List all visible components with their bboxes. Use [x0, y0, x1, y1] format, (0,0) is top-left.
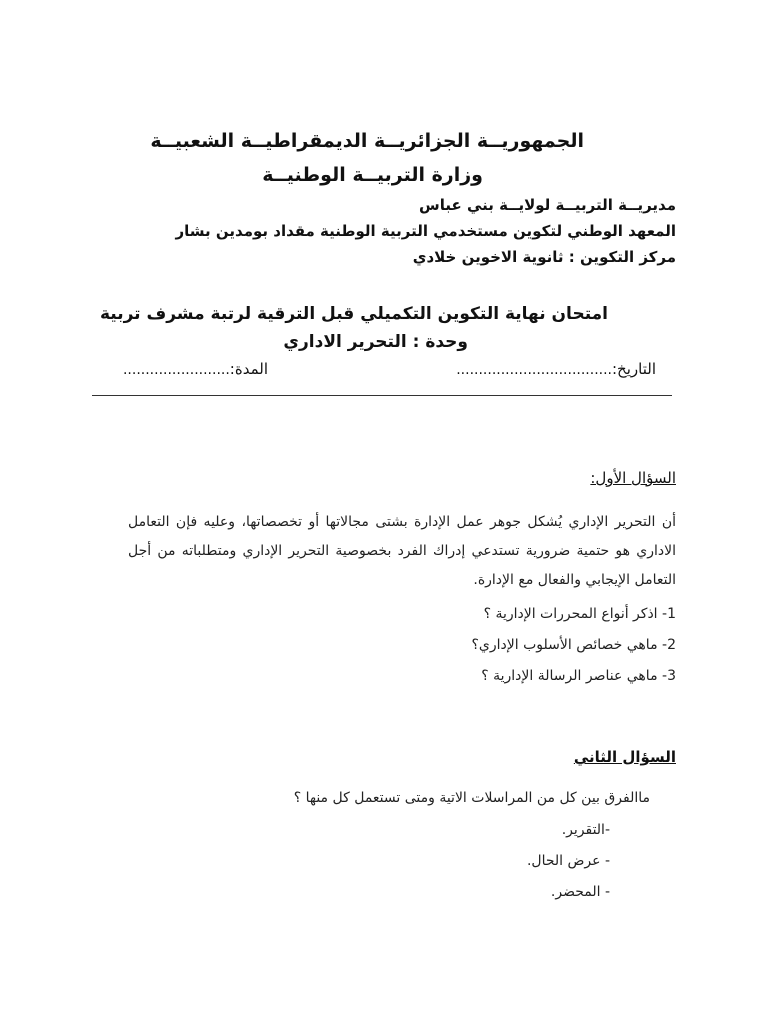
center-line: مركز التكوين : ثانوية الاخوين خلادي — [412, 248, 676, 266]
republic-title: الجمهوريــة الجزائريــة الديمقراطيــة الشعبيــة — [150, 130, 584, 152]
date-dots: ................................... — [456, 362, 612, 378]
duration-dots: ........................ — [122, 362, 230, 378]
question2-item-3: - المحضر. — [550, 884, 610, 900]
exam-unit: وحدة : التحرير الاداري — [283, 332, 468, 352]
question1-heading: السؤال الأول: — [590, 469, 676, 487]
date-field — [456, 360, 656, 378]
institute-line: المعهد الوطني لتكوين مستخدمي التربية الوطنية مقداد بومدين بشار — [175, 222, 676, 240]
header-divider — [92, 395, 672, 396]
question1-item-1: 1- اذكر أنواع المحررات الإدارية ؟ — [483, 606, 676, 622]
date-label: التاريخ: — [612, 360, 656, 378]
question1-item-2: 2- ماهي خصائص الأسلوب الإداري؟ — [471, 637, 676, 653]
duration-label: المدة: — [229, 360, 268, 378]
question1-paragraph: أن التحرير الإداري يُشكل جوهر عمل الإدارة بشتى مجالاتها أو تخصصاتها، وعليه فإن التعامل الاداري هو حتمية ضرورية تستدعي إدراك الفرد بخصوصية التحرير الإداري ومتطلباته من أجل التعامل الإيجابي والفعال مع الإدارة. — [128, 514, 676, 588]
directorate-line: مديريــة التربيــة لولايــة بني عباس — [419, 196, 676, 214]
ministry-title: وزارة التربيــة الوطنيــة — [262, 164, 483, 186]
question2-prompt: ماالفرق بين كل من المراسلات الاتية ومتى تستعمل كل منها ؟ — [293, 790, 650, 806]
duration-field — [123, 360, 268, 378]
question1-item-3: 3- ماهي عناصر الرسالة الإدارية ؟ — [481, 668, 676, 684]
question2-heading: السؤال الثاني — [573, 748, 676, 766]
exam-title: امتحان نهاية التكوين التكميلي قبل الترقية لرتبة مشرف تربية — [99, 304, 608, 324]
question2-item-1: -التقرير. — [561, 822, 610, 838]
question2-item-2: - عرض الحال. — [526, 853, 610, 869]
